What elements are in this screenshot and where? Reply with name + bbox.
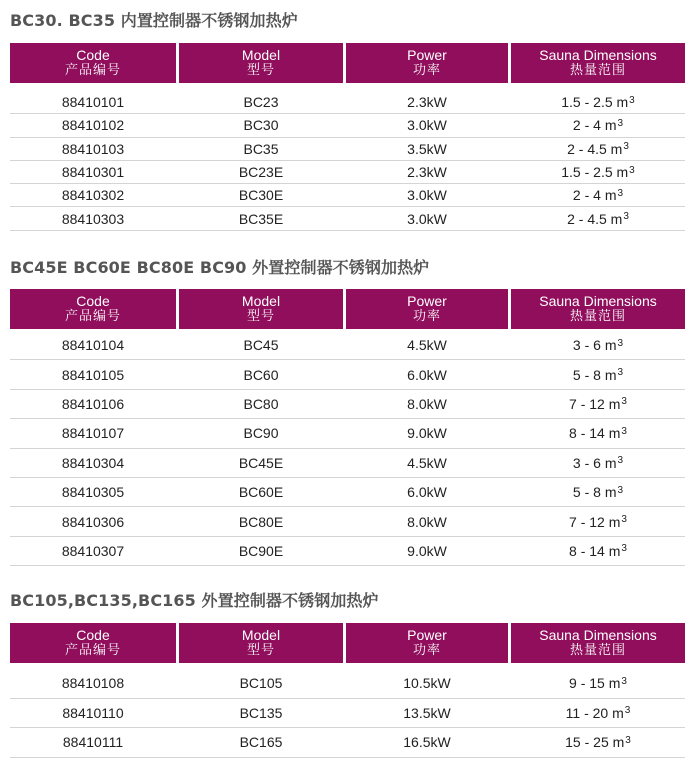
code-cell: 88410301 [61,164,125,181]
code-cell: 88410110 [62,704,124,721]
table-row [10,331,685,360]
model-cell: BC165 [239,734,283,751]
dimensions-value: 2 - 4.5 m [567,210,623,227]
code-cell: 88410303 [61,210,125,227]
code-cell: 88410106 [61,395,125,412]
dimensions-cell [511,331,685,359]
section-title: BC45E BC60E BC80E BC90 外置控制器不锈钢加热炉 [10,258,430,277]
dimensions-cell [511,390,685,418]
dimensions-cell [511,507,685,535]
dimensions-value: 2 - 4 m [572,187,617,204]
power-cell: 6.0kW [407,366,447,383]
code-cell: 88410111 [62,734,124,751]
model-cell: BC90 [243,425,279,442]
dimensions-cell [511,114,685,136]
unit-exponent: 3 [621,396,627,408]
code-cell: 88410306 [61,513,125,530]
dimensions-value: 15 - 25 m [565,734,625,751]
power-cell: 8.0kW [407,395,447,412]
model-cell: BC35 [243,140,279,157]
spec-table [10,289,685,566]
unit-exponent: 3 [617,187,624,199]
table-row [10,114,685,137]
table-row [10,419,685,448]
unit-exponent: 3 [629,164,635,176]
dimensions-value: 3 - 6 m [572,454,617,471]
dimensions-value: 8 - 14 m [569,542,621,559]
table-row [10,537,685,566]
code-cell: 88410302 [61,187,125,204]
power-cell: 3.0kW [407,187,447,204]
power-cell: 16.5kW [403,734,451,751]
table-row [10,91,685,114]
model-cell: BC105 [239,675,283,692]
dimensions-cell [511,449,685,477]
table-row [10,390,685,419]
power-cell: 2.3kW [407,164,447,181]
unit-exponent: 3 [621,425,627,437]
table-row [10,449,685,478]
power-cell: 3.0kW [407,117,447,134]
dimensions-value: 2 - 4 m [572,117,617,134]
unit-exponent: 3 [617,337,624,349]
dimensions-cell [511,419,685,447]
power-cell: 10.5kW [403,675,451,692]
dimensions-value: 7 - 12 m [569,395,621,412]
header-model: Model 型号 [179,623,343,663]
model-cell: BC30E [238,187,284,204]
code-cell: 88410101 [61,94,125,111]
header-dimensions: Sauna Dimensions 热量范围 [511,289,685,329]
model-cell: BC90E [238,542,284,559]
power-cell: 4.5kW [407,337,447,354]
unit-exponent: 3 [621,514,627,526]
dimensions-cell [511,161,685,183]
header-power: Power 功率 [346,623,508,663]
code-cell: 88410103 [61,140,125,157]
unit-exponent: 3 [617,367,624,379]
header-dimensions: Sauna Dimensions 热量范围 [511,623,685,663]
model-cell: BC80E [238,513,284,530]
table-row [10,138,685,161]
model-cell: BC35E [238,210,284,227]
header-power: Power 功率 [346,289,508,329]
unit-exponent: 3 [621,543,627,555]
code-cell: 88410305 [61,484,125,501]
spec-table [10,43,685,231]
dimensions-cell [511,669,685,698]
unit-exponent: 3 [624,705,631,717]
dimensions-value: 9 - 15 m [569,675,621,692]
table-row [10,507,685,536]
power-cell: 3.0kW [407,210,447,227]
dimensions-value: 3 - 6 m [572,337,617,354]
table-row [10,669,685,699]
model-cell: BC45E [238,454,284,471]
header-model: Model 型号 [179,289,343,329]
dimensions-value: 7 - 12 m [569,513,621,530]
power-cell: 9.0kW [407,542,447,559]
model-cell: BC60E [238,484,284,501]
dimensions-value: 2 - 4.5 m [567,140,623,157]
unit-exponent: 3 [617,484,624,496]
table-row [10,699,685,729]
dimensions-value: 1.5 - 2.5 m [561,94,629,111]
table-row [10,478,685,507]
unit-exponent: 3 [623,211,629,223]
table-header [10,289,685,329]
code-cell: 88410304 [61,454,125,471]
dimensions-cell [511,184,685,206]
unit-exponent: 3 [629,94,635,106]
table-row [10,207,685,230]
dimensions-cell [511,537,685,565]
header-code: Code 产品编号 [10,623,176,663]
power-cell: 13.5kW [403,704,451,721]
model-cell: BC30 [243,117,279,134]
dimensions-cell [511,478,685,506]
table-row [10,360,685,389]
dimensions-value: 1.5 - 2.5 m [561,164,629,181]
unit-exponent: 3 [617,455,624,467]
header-code: Code 产品编号 [10,43,176,83]
table-row [10,728,685,758]
header-code: Code 产品编号 [10,289,176,329]
dimensions-value: 5 - 8 m [572,484,617,501]
model-cell: BC23E [238,164,284,181]
model-cell: BC60 [243,366,279,383]
power-cell: 9.0kW [407,425,447,442]
model-cell: BC135 [239,704,283,721]
table-header [10,623,685,663]
power-cell: 3.5kW [407,140,447,157]
dimensions-cell [511,699,685,728]
section-title: BC30. BC35 内置控制器不锈钢加热炉 [10,11,298,30]
code-cell: 88410107 [61,425,125,442]
section-title: BC105,BC135,BC165 外置控制器不锈钢加热炉 [10,591,379,610]
dimensions-value: 11 - 20 m [565,704,624,721]
table-row [10,161,685,184]
dimensions-cell [511,360,685,388]
header-power: Power 功率 [346,43,508,83]
dimensions-cell [511,138,685,160]
code-cell: 88410108 [61,675,125,692]
dimensions-cell [511,728,685,757]
unit-exponent: 3 [617,117,624,129]
table-row [10,184,685,207]
power-cell: 4.5kW [407,454,447,471]
code-cell: 88410307 [61,542,125,559]
table-header [10,43,685,83]
model-cell: BC80 [243,395,279,412]
spec-table [10,623,685,758]
power-cell: 6.0kW [407,484,447,501]
unit-exponent: 3 [621,675,627,687]
code-cell: 88410102 [61,117,125,134]
header-dimensions: Sauna Dimensions 热量范围 [511,43,685,83]
code-cell: 88410104 [61,337,125,354]
unit-exponent: 3 [625,734,631,746]
unit-exponent: 3 [623,141,629,153]
power-cell: 8.0kW [407,513,447,530]
dimensions-cell [511,207,685,229]
power-cell: 2.3kW [407,94,447,111]
model-cell: BC23 [243,94,279,111]
dimensions-value: 8 - 14 m [569,425,621,442]
dimensions-cell [511,91,685,113]
dimensions-value: 5 - 8 m [572,366,617,383]
model-cell: BC45 [243,337,279,354]
code-cell: 88410105 [61,366,125,383]
header-model: Model 型号 [179,43,343,83]
